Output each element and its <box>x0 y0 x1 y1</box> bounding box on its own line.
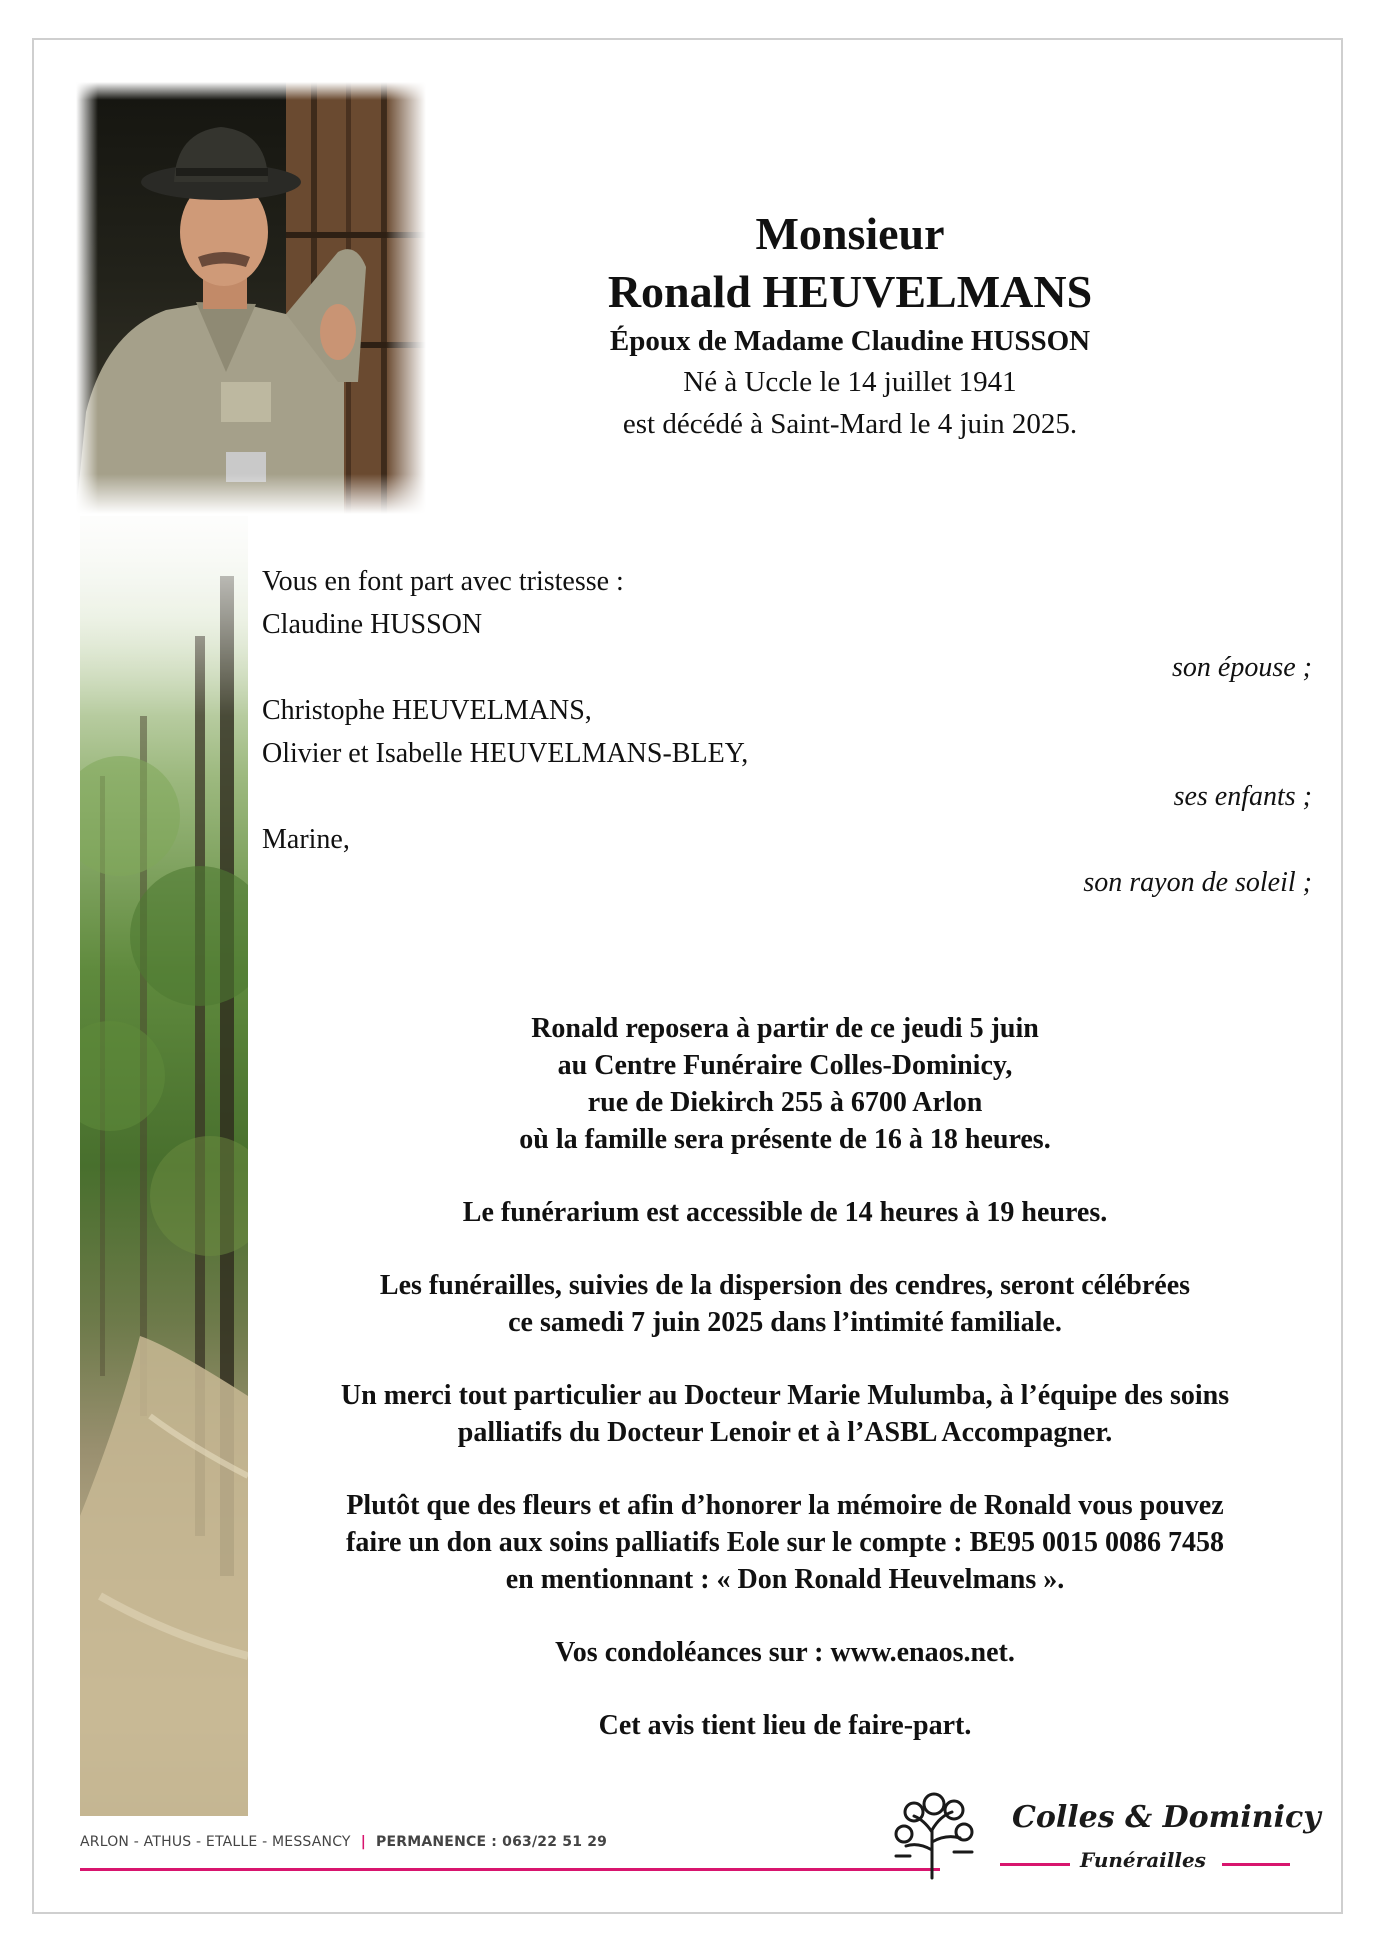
text-line: Cet avis tient lieu de faire-part. <box>598 1710 972 1741</box>
ceremony-paragraph <box>250 1267 1320 1341</box>
footer-accent-line <box>80 1868 940 1871</box>
notice-paragraph <box>250 1707 1320 1744</box>
portrait-illustration <box>76 82 426 514</box>
visitation-paragraph <box>250 1010 1320 1158</box>
family-role: ses enfants ; <box>1173 781 1312 812</box>
spouse-line: Époux de Madame Claudine HUSSON <box>609 325 1091 357</box>
text-line: faire un don aux soins palliatifs Eole sur le compte : BE95 0015 0086 7458 <box>346 1527 1224 1558</box>
deceased-name: Ronald HEUVELMANS <box>607 266 1093 317</box>
brand-subtitle-block <box>1000 1848 1290 1878</box>
text-line: rue de Diekirch 255 à 6700 Arlon <box>587 1087 983 1118</box>
footer-separator: | <box>360 1834 367 1850</box>
family-list <box>262 560 1312 904</box>
forest-path-image <box>80 516 248 1816</box>
footer-contact <box>80 1834 607 1850</box>
brand-subtitle: Funérailles <box>1080 1848 1206 1872</box>
text-line: palliatifs du Docteur Lenoir et à l’ASBL Accompagner. <box>457 1417 1113 1448</box>
footer-permanence: PERMANENCE : 063/22 51 29 <box>376 1834 608 1850</box>
brand-name: Colles & Dominicy <box>1012 1800 1321 1835</box>
condolences-link-text: Vos condoléances sur : www.enaos.net. <box>555 1637 1015 1668</box>
family-name: Claudine HUSSON <box>262 609 483 640</box>
honorific: Monsieur <box>755 208 945 259</box>
thanks-paragraph <box>250 1377 1320 1451</box>
family-name: Olivier et Isabelle HEUVELMANS-BLEY, <box>262 738 749 769</box>
brand-accent-line <box>1222 1863 1290 1866</box>
brand-accent-line <box>1000 1863 1070 1866</box>
access-paragraph <box>250 1194 1320 1231</box>
text-line: Un merci tout particulier au Docteur Marie Mulumba, à l’équipe des soins <box>340 1380 1230 1411</box>
death-line: est décédé à Saint-Mard le 4 juin 2025. <box>622 408 1078 440</box>
tree-logo-icon <box>888 1790 978 1880</box>
donation-paragraph <box>250 1487 1320 1598</box>
condolences-paragraph <box>250 1634 1320 1671</box>
funeral-details <box>250 1010 1320 1780</box>
footer-locations: ARLON - ATHUS - ETALLE - MESSANCY <box>80 1834 351 1850</box>
family-role: son rayon de soleil ; <box>1083 867 1312 898</box>
text-line: Le funérarium est accessible de 14 heures à 19 heures. <box>462 1197 1108 1228</box>
text-line: où la famille sera présente de 16 à 18 heures. <box>519 1124 1051 1155</box>
text-line: au Centre Funéraire Colles-Dominicy, <box>557 1050 1013 1081</box>
text-line: Les funérailles, suivies de la dispersion des cendres, seront célébrées <box>379 1270 1191 1301</box>
family-intro: Vous en font part avec tristesse : <box>262 566 624 597</box>
portrait-photo <box>76 82 426 514</box>
deceased-header <box>480 205 1220 445</box>
text-line: en mentionnant : « Don Ronald Heuvelmans ». <box>505 1564 1065 1595</box>
text-line: Ronald reposera à partir de ce jeudi 5 juin <box>531 1013 1039 1044</box>
birth-line: Né à Uccle le 14 juillet 1941 <box>683 366 1017 398</box>
family-name: Christophe HEUVELMANS, <box>262 695 592 726</box>
text-line: Plutôt que des fleurs et afin d’honorer la mémoire de Ronald vous pouvez <box>346 1490 1224 1521</box>
family-role: son épouse ; <box>1172 652 1312 683</box>
family-name: Marine, <box>262 824 350 855</box>
text-line: ce samedi 7 juin 2025 dans l’intimité familiale. <box>508 1307 1062 1338</box>
